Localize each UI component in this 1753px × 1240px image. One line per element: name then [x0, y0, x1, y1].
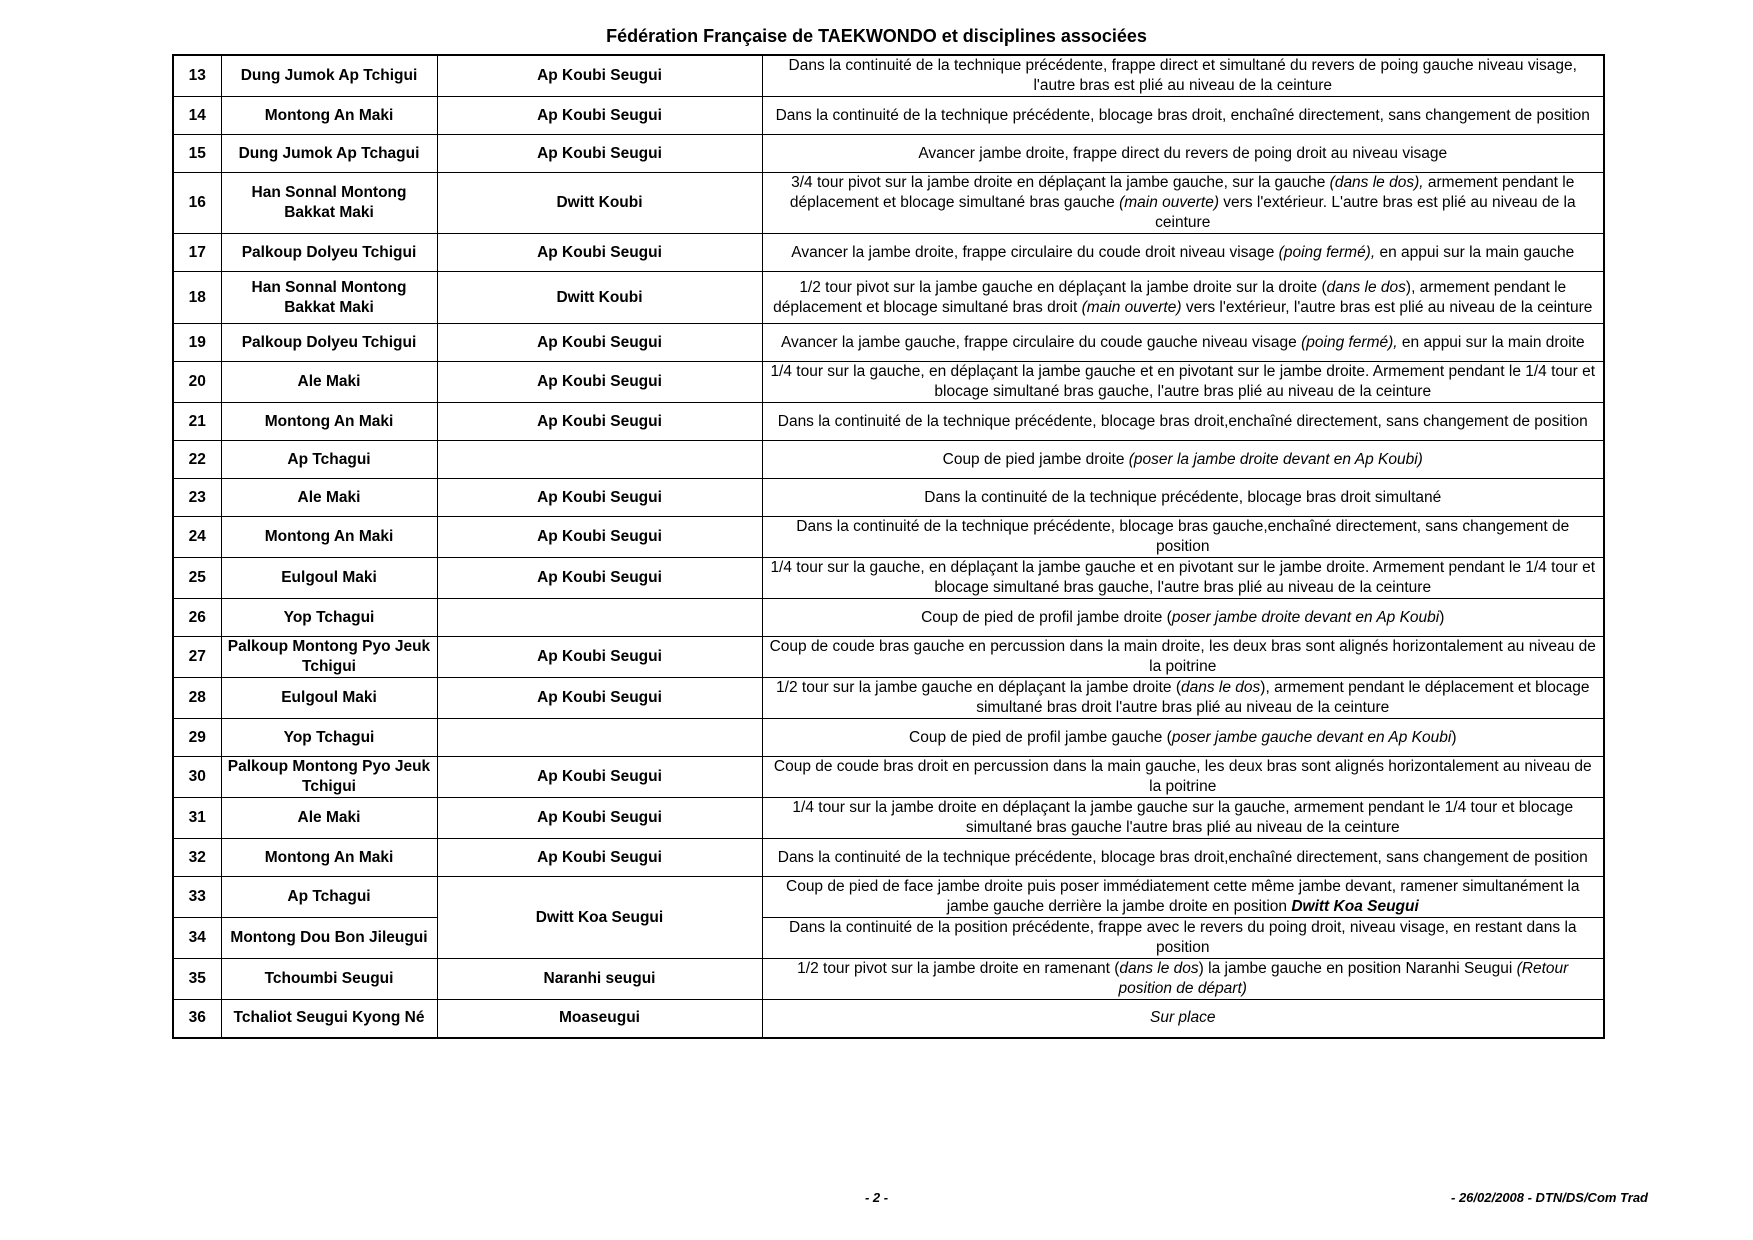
description-segment: Avancer jambe droite, frappe direct du revers de poing droit au niveau visage — [918, 144, 1448, 162]
description-segment: Dans la continuité de la position précédente, frappe avec le revers du poing droit, niveau visage, en restant dans la position — [788, 919, 1577, 956]
table-row — [173, 798, 1604, 839]
stance-position: Ap Koubi Seugui — [437, 234, 762, 272]
table-row — [173, 918, 1604, 959]
technique-name: Palkoup Montong Pyo Jeuk Tchigui — [221, 637, 437, 678]
stance-position: Dwitt Koubi — [437, 173, 762, 234]
description-segment: Dans la continuité de la technique précédente, blocage bras droit,enchaîné directement, sans changement de position — [777, 412, 1588, 430]
description-segment: ), armement pendant le déplacement et blocage simultané bras droit — [773, 278, 1567, 316]
page-number: - 2 - — [864, 1190, 889, 1205]
step-number: 35 — [173, 959, 221, 1000]
stance-position: Ap Koubi Seugui — [437, 97, 762, 135]
stance-position: Ap Koubi Seugui — [437, 798, 762, 839]
step-number: 22 — [173, 441, 221, 479]
step-number: 24 — [173, 517, 221, 558]
stance-position: Ap Koubi Seugui — [437, 637, 762, 678]
description-segment: Coup de pied de profil jambe gauche ( — [909, 728, 1172, 746]
table-row — [173, 678, 1604, 719]
description-segment: Avancer la jambe droite, frappe circulaire du coude droit niveau visage — [791, 243, 1279, 261]
description-segment: (dans le dos), — [1329, 174, 1424, 191]
table-row — [173, 757, 1604, 798]
stance-position: Ap Koubi Seugui — [437, 479, 762, 517]
table-row — [173, 441, 1604, 479]
stance-position: Ap Koubi Seugui — [437, 757, 762, 798]
technique-name: Palkoup Montong Pyo Jeuk Tchigui — [221, 757, 437, 798]
description-segment: Dwitt Koa Seugui — [1291, 898, 1419, 915]
technique-description — [762, 441, 1604, 479]
technique-name: Palkoup Dolyeu Tchigui — [221, 234, 437, 272]
description-segment: Dans la continuité de la technique précédente, frappe direct et simultané du revers de poing gauche niveau visage, l'autre bras est plié au niveau de la ceinture — [788, 57, 1577, 94]
description-segment: 1/4 tour sur la jambe droite en déplaçant la jambe gauche sur la gauche, armement pendant le 1/4 tour et blocage simultané bras gauche l'autre bras plié au niveau de la ceinture — [792, 799, 1574, 836]
table-row — [173, 479, 1604, 517]
description-segment: poser jambe gauche devant en Ap Koubi — [1171, 728, 1452, 746]
description-segment: 1/2 tour pivot sur la jambe droite en ramenant ( — [797, 960, 1120, 977]
description-segment: (poing fermé), — [1278, 243, 1376, 261]
technique-description — [762, 173, 1604, 234]
description-segment: (poing fermé), — [1301, 333, 1398, 351]
description-segment: (main ouverte) — [1081, 298, 1182, 316]
technique-description — [762, 272, 1604, 324]
description-segment: 1/2 tour sur la jambe gauche en déplaçant la jambe droite ( — [776, 679, 1182, 696]
description-segment: dans le dos — [1326, 278, 1406, 296]
table-row — [173, 135, 1604, 173]
technique-description — [762, 324, 1604, 362]
stance-position: Ap Koubi Seugui — [437, 135, 762, 173]
step-number: 31 — [173, 798, 221, 839]
technique-name: Yop Tchagui — [221, 719, 437, 757]
description-segment: poser jambe droite devant en Ap Koubi — [1171, 608, 1440, 626]
step-number: 16 — [173, 173, 221, 234]
description-segment: dans le dos — [1181, 679, 1261, 696]
step-number: 15 — [173, 135, 221, 173]
technique-description — [762, 479, 1604, 517]
description-segment: ) la jambe gauche en position Naranhi Seugui — [1198, 960, 1517, 977]
step-number: 20 — [173, 362, 221, 403]
technique-name: Eulgoul Maki — [221, 558, 437, 599]
step-number: 19 — [173, 324, 221, 362]
description-segment: (main ouverte) — [1119, 194, 1219, 211]
technique-description — [762, 918, 1604, 959]
technique-name: Ap Tchagui — [221, 441, 437, 479]
technique-name: Montong An Maki — [221, 97, 437, 135]
table-row — [173, 719, 1604, 757]
technique-name: Montong An Maki — [221, 839, 437, 877]
document-reference: - 26/02/2008 - DTN/DS/Com Trad — [1451, 1190, 1648, 1205]
table-row — [173, 1000, 1604, 1038]
step-number: 13 — [173, 55, 221, 97]
technique-description — [762, 234, 1604, 272]
technique-name: Montong Dou Bon Jileugui — [221, 918, 437, 959]
page-title: Fédération Française de TAEKWONDO et disciplines associées — [606, 26, 1147, 46]
technique-name: Ap Tchagui — [221, 877, 437, 918]
table-row — [173, 362, 1604, 403]
technique-description — [762, 637, 1604, 678]
stance-position: Ap Koubi Seugui — [437, 839, 762, 877]
technique-name: Han Sonnal Montong Bakkat Maki — [221, 272, 437, 324]
technique-name: Dung Jumok Ap Tchigui — [221, 55, 437, 97]
description-segment: vers l'extérieur, l'autre bras est plié au niveau de la ceinture — [1181, 298, 1593, 316]
step-number: 23 — [173, 479, 221, 517]
step-number: 30 — [173, 757, 221, 798]
step-number: 27 — [173, 637, 221, 678]
technique-name: Tchaliot Seugui Kyong Né — [221, 1000, 437, 1038]
table-row — [173, 877, 1604, 918]
technique-description — [762, 719, 1604, 757]
table-row — [173, 599, 1604, 637]
technique-description — [762, 403, 1604, 441]
technique-description — [762, 599, 1604, 637]
technique-name: Tchoumbi Seugui — [221, 959, 437, 1000]
step-number: 33 — [173, 877, 221, 918]
stance-position: Ap Koubi Seugui — [437, 517, 762, 558]
table-row — [173, 272, 1604, 324]
step-number: 34 — [173, 918, 221, 959]
table-row — [173, 234, 1604, 272]
technique-name: Dung Jumok Ap Tchagui — [221, 135, 437, 173]
step-number: 26 — [173, 599, 221, 637]
stance-position: Moaseugui — [437, 1000, 762, 1038]
description-segment: ) — [1439, 608, 1445, 626]
table-row — [173, 637, 1604, 678]
description-segment: (Retour position de départ) — [1118, 960, 1569, 997]
technique-description — [762, 877, 1604, 918]
techniques-table — [172, 54, 1605, 1039]
description-segment: ), armement pendant le déplacement et blocage simultané bras droit l'autre bras plié au niveau de la ceinture — [976, 679, 1590, 716]
description-segment: 3/4 tour pivot sur la jambe droite en déplaçant la jambe gauche, sur la gauche — [791, 174, 1330, 191]
technique-description — [762, 362, 1604, 403]
description-segment: Coup de coude bras gauche en percussion dans la main droite, les deux bras sont alignés horizontalement au niveau de la poitrine — [769, 638, 1596, 675]
technique-description — [762, 959, 1604, 1000]
step-number: 32 — [173, 839, 221, 877]
description-segment: Sur place — [1150, 1009, 1216, 1027]
step-number: 28 — [173, 678, 221, 719]
technique-description — [762, 55, 1604, 97]
table-row — [173, 959, 1604, 1000]
description-segment: Dans la continuité de la technique précédente, blocage bras droit,enchaîné directement, sans changement de position — [777, 848, 1588, 866]
table-row — [173, 558, 1604, 599]
technique-description — [762, 839, 1604, 877]
step-number: 25 — [173, 558, 221, 599]
description-segment: dans le dos — [1119, 960, 1199, 977]
description-segment: en appui sur la main gauche — [1375, 243, 1575, 261]
stance-position: Ap Koubi Seugui — [437, 362, 762, 403]
description-segment: Avancer la jambe gauche, frappe circulaire du coude gauche niveau visage — [780, 333, 1302, 351]
stance-position — [437, 719, 762, 757]
description-segment: en appui sur la main droite — [1397, 333, 1585, 351]
table-row — [173, 403, 1604, 441]
step-number: 17 — [173, 234, 221, 272]
description-segment: 1/4 tour sur la gauche, en déplaçant la jambe gauche et en pivotant sur le jambe droite. Armement pendant le 1/4 tour et blocage simultané bras gauche, l'autre bras plié au niveau de la ceinture — [770, 363, 1596, 400]
stance-position: Ap Koubi Seugui — [437, 558, 762, 599]
technique-description — [762, 757, 1604, 798]
description-segment: Coup de pied de profil jambe droite ( — [921, 608, 1172, 626]
description-segment: ) — [1451, 728, 1457, 746]
step-number: 21 — [173, 403, 221, 441]
table-row — [173, 324, 1604, 362]
table-row — [173, 97, 1604, 135]
description-segment: Dans la continuité de la technique précédente, blocage bras droit simultané — [924, 488, 1442, 506]
stance-position: Dwitt Koubi — [437, 272, 762, 324]
step-number: 29 — [173, 719, 221, 757]
technique-description — [762, 1000, 1604, 1038]
technique-name: Eulgoul Maki — [221, 678, 437, 719]
stance-position: Dwitt Koa Seugui — [437, 877, 762, 959]
technique-name: Montong An Maki — [221, 403, 437, 441]
technique-name: Ale Maki — [221, 798, 437, 839]
stance-position: Naranhi seugui — [437, 959, 762, 1000]
description-segment: Dans la continuité de la technique précédente, blocage bras gauche,enchaîné directement, sans changement de position — [796, 518, 1570, 555]
table-row — [173, 55, 1604, 97]
step-number: 36 — [173, 1000, 221, 1038]
step-number: 18 — [173, 272, 221, 324]
technique-description — [762, 135, 1604, 173]
technique-name: Ale Maki — [221, 479, 437, 517]
description-segment: vers l'extérieur. L'autre bras est plié au niveau de la ceinture — [1155, 194, 1576, 231]
table-row — [173, 839, 1604, 877]
technique-description — [762, 798, 1604, 839]
description-segment: Coup de coude bras droit en percussion dans la main gauche, les deux bras sont alignés horizontalement au niveau de la poitrine — [773, 758, 1592, 795]
technique-description — [762, 558, 1604, 599]
description-segment: armement pendant le déplacement et blocage simultané bras gauche — [789, 174, 1575, 211]
description-segment: Dans la continuité de la technique précédente, blocage bras droit, enchaîné directement, sans changement de position — [775, 106, 1590, 124]
technique-name: Yop Tchagui — [221, 599, 437, 637]
table-row — [173, 173, 1604, 234]
stance-position: Ap Koubi Seugui — [437, 55, 762, 97]
technique-name: Han Sonnal Montong Bakkat Maki — [221, 173, 437, 234]
stance-position: Ap Koubi Seugui — [437, 403, 762, 441]
technique-name: Palkoup Dolyeu Tchigui — [221, 324, 437, 362]
technique-description — [762, 678, 1604, 719]
table-row — [173, 517, 1604, 558]
description-segment: (poser la jambe droite devant en Ap Koubi) — [1128, 450, 1423, 468]
stance-position — [437, 599, 762, 637]
stance-position: Ap Koubi Seugui — [437, 324, 762, 362]
description-segment: Coup de pied jambe droite — [942, 450, 1129, 468]
description-segment: Coup de pied de face jambe droite puis poser immédiatement cette même jambe devant, ramener simultanément la jambe gauche derrière la jambe droite en position — [786, 878, 1580, 915]
description-segment: 1/4 tour sur la gauche, en déplaçant la jambe gauche et en pivotant sur le jambe droite. Armement pendant le 1/4 tour et blocage simultané bras gauche, l'autre bras plié au niveau de la ceinture — [770, 559, 1596, 596]
technique-name: Montong An Maki — [221, 517, 437, 558]
technique-description — [762, 517, 1604, 558]
stance-position: Ap Koubi Seugui — [437, 678, 762, 719]
description-segment: 1/2 tour pivot sur la jambe gauche en déplaçant la jambe droite sur la droite ( — [799, 278, 1327, 296]
step-number: 14 — [173, 97, 221, 135]
technique-description — [762, 97, 1604, 135]
technique-name: Ale Maki — [221, 362, 437, 403]
stance-position — [437, 441, 762, 479]
